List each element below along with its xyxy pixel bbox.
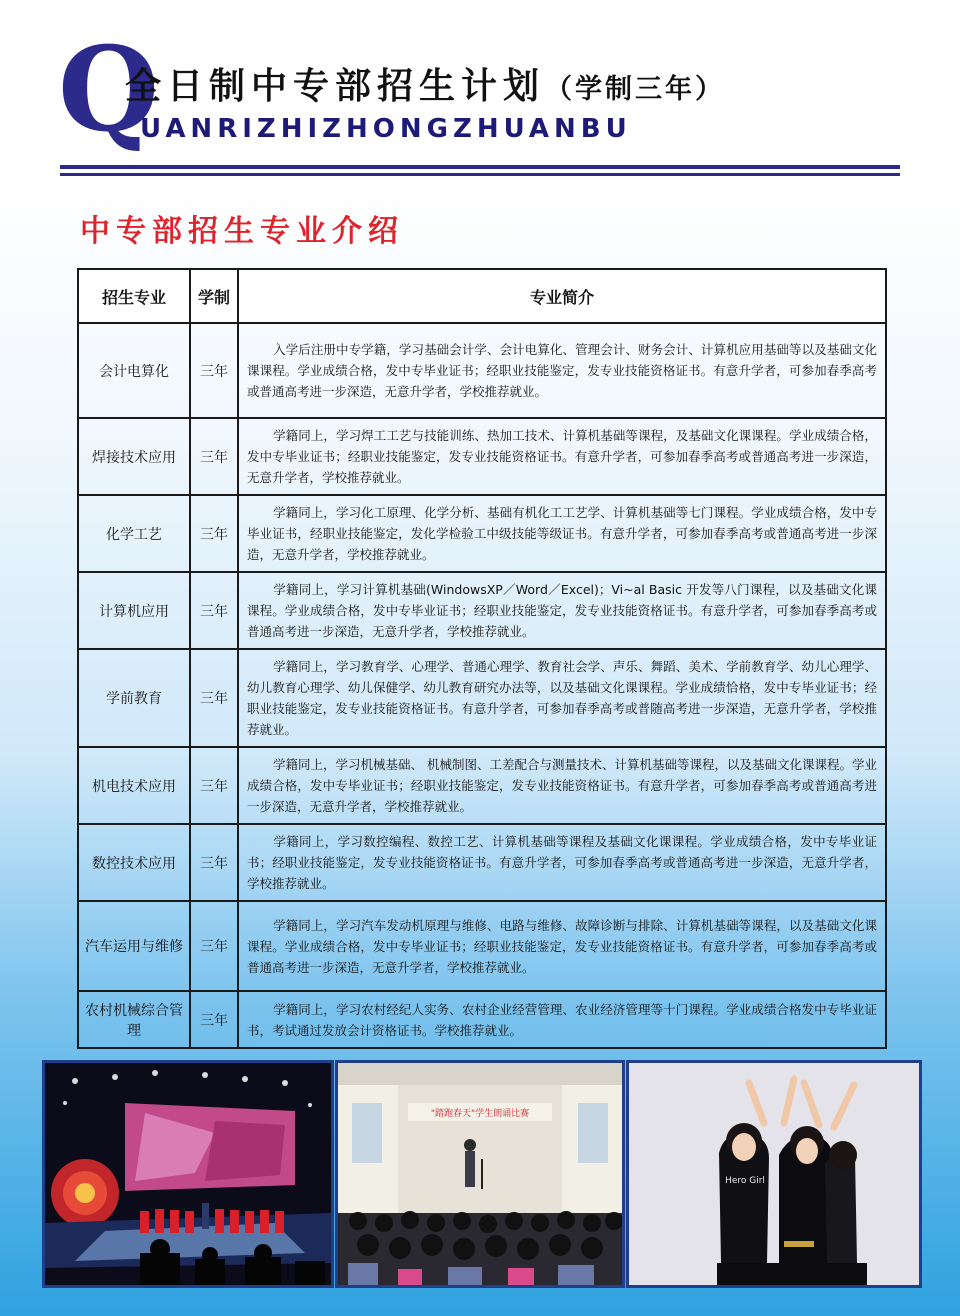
dance-pose-image [629,1063,919,1285]
shirt-text: Hero Girl [725,1176,765,1186]
big-q-letter: Q [58,22,160,158]
dance-pose-photo [626,1060,922,1288]
table-row [78,649,886,747]
major-description [238,495,886,572]
major-description [238,418,886,495]
header-years: 学制 [190,269,238,323]
major-name: 学前教育 [78,649,190,747]
major-description-text: 学籍同上，学习焊工工艺与技能训练、热加工技术、计算机基础等课程，及基础文化课课程。学业成绩合格，发中专毕业证书；经职业技能鉴定，发专业技能资格证书。有意升学者，可参加春季高考或普通高考进一步深造，无意升学者，学校推荐就业。 [247,428,877,485]
page-header [0,0,960,185]
major-name: 会计电算化 [78,323,190,418]
major-description [238,991,886,1048]
table-row [78,323,886,418]
table-row [78,991,886,1048]
major-description-text: 学籍同上，学习教育学、心理学、普通心理学、教育社会学、声乐、舞蹈、美术、学前教育学、幼儿心理学、幼儿教育心理学、幼儿保健学、幼儿教育研究办法等，以及基础文化课课程。学业成绩恰格，发中专毕业证书；经职业技能鉴定，发专业技能资格证书。有意升学者，可参加春季高考或普随高考进一步深造，无意升学者，学校推荐就业。 [247,659,877,737]
contest-banner-text: "踏跑春天"学生朗诵比赛 [430,1109,530,1119]
major-description-text: 入学后注册中专学籍，学习基础会计学、会计电算化、管理会计、财务会计、计算机应用基础等以及基础文化课课程。学业成绩合格，发中专毕业证书；经职业技能鉴定，发专业技能资格证书。有意升学者，可参加春季高考或普通高考进一步深造，无意升学者，学校推荐就业。 [247,342,877,399]
table-header-row [78,269,886,323]
major-years: 三年 [190,901,238,991]
header-rule-bottom [60,173,900,176]
recitation-contest-image [338,1063,622,1285]
major-description [238,572,886,649]
major-years: 三年 [190,323,238,418]
table-row [78,572,886,649]
header-rule-top [60,165,900,169]
major-description [238,901,886,991]
page-title [125,58,725,109]
stage-performance-photo [42,1060,334,1288]
majors-table-wrap [77,268,885,1049]
major-name: 农村机械综合管理 [78,991,190,1048]
majors-table [77,268,887,1049]
major-years: 三年 [190,649,238,747]
major-description [238,323,886,418]
major-description-text: 学籍同上，学习机械基础、 机械制图、工差配合与测量技术、计算机基础等课程，以及基础文化课课程。学业成绩合格，发中专毕业证书；经职业技能鉴定，发专业技能资格证书。有意升学者，可参加春季高考或普通高考进一步深造，无意升学者，学校推荐就业。 [247,757,877,814]
major-years: 三年 [190,824,238,901]
major-name: 汽车运用与维修 [78,901,190,991]
table-row [78,418,886,495]
major-description-text: 学籍同上，学习汽车发动机原理与维修、电路与维修、故障诊断与排除、计算机基础等课程，以及基础文化课课程。学业成绩合格，发中专毕业证书；经职业技能鉴定，发专业技能资格证书。有意升学者，可参加春季高考或普通高考进一步深造，无意升学者，学校推荐就业。 [247,917,877,975]
major-years: 三年 [190,747,238,824]
major-description-text: 学籍同上，学习化工原理、化学分析、基础有机化工工艺学、计算机基础等七门课程。学业成绩合格，发中专毕业证书，经职业技能鉴定，发化学检验工中级技能等级证书。有意升学者，可参加春季高考或普通高考进一步深造，无意升学者，学校推荐就业。 [247,505,877,562]
table-row [78,901,886,991]
stage-performance-image [45,1063,331,1285]
table-row [78,747,886,824]
major-description-text: 学籍同上，学习数控编程、数控工艺、计算机基础等课程及基础文化课课程。学业成绩合格，发中专毕业证书；经职业技能鉴定，发专业技能资格证书。有意升学者，可参加春季高考或普通高考进一步深造，无意升学者，学校推荐就业。 [247,834,877,891]
page-title-pinyin: UANRIZHIZHONGZHUANBU [140,114,632,144]
major-description [238,649,886,747]
major-description-text: 学籍同上，学习计算机基础(WindowsXP／Word／Excel)；Vi~al Basic 开发等八门课程，以及基础文化课课程。学业成绩合格，发中专毕业证书；经职业技能鉴定，发专业技能资格证书。有意升学者，可参加春季高考或普通高考进一步深造，无意升学者，学校推荐就业。 [247,582,877,639]
major-years: 三年 [190,495,238,572]
header-major: 招生专业 [78,269,190,323]
major-name: 化学工艺 [78,495,190,572]
header-description: 专业简介 [238,269,886,323]
page-title-main: 全日制中专部招生计划 [125,66,546,107]
major-description-text: 学籍同上，学习农村经纪人实务、农村企业经营管理、农业经济管理等十门课程。学业成绩合格发中专毕业证书，考试通过发放会计资格证书。学校推荐就业。 [247,1001,877,1038]
major-years: 三年 [190,418,238,495]
table-row [78,495,886,572]
section-title: 中专部招生专业介绍 [80,214,404,249]
table-row [78,824,886,901]
major-description [238,747,886,824]
major-years: 三年 [190,991,238,1048]
major-years: 三年 [190,572,238,649]
major-name: 焊接技术应用 [78,418,190,495]
major-description [238,824,886,901]
major-name: 计算机应用 [78,572,190,649]
recitation-contest-photo [335,1060,625,1288]
page-title-sub: （学制三年） [545,74,726,105]
major-name: 数控技术应用 [78,824,190,901]
major-name: 机电技术应用 [78,747,190,824]
